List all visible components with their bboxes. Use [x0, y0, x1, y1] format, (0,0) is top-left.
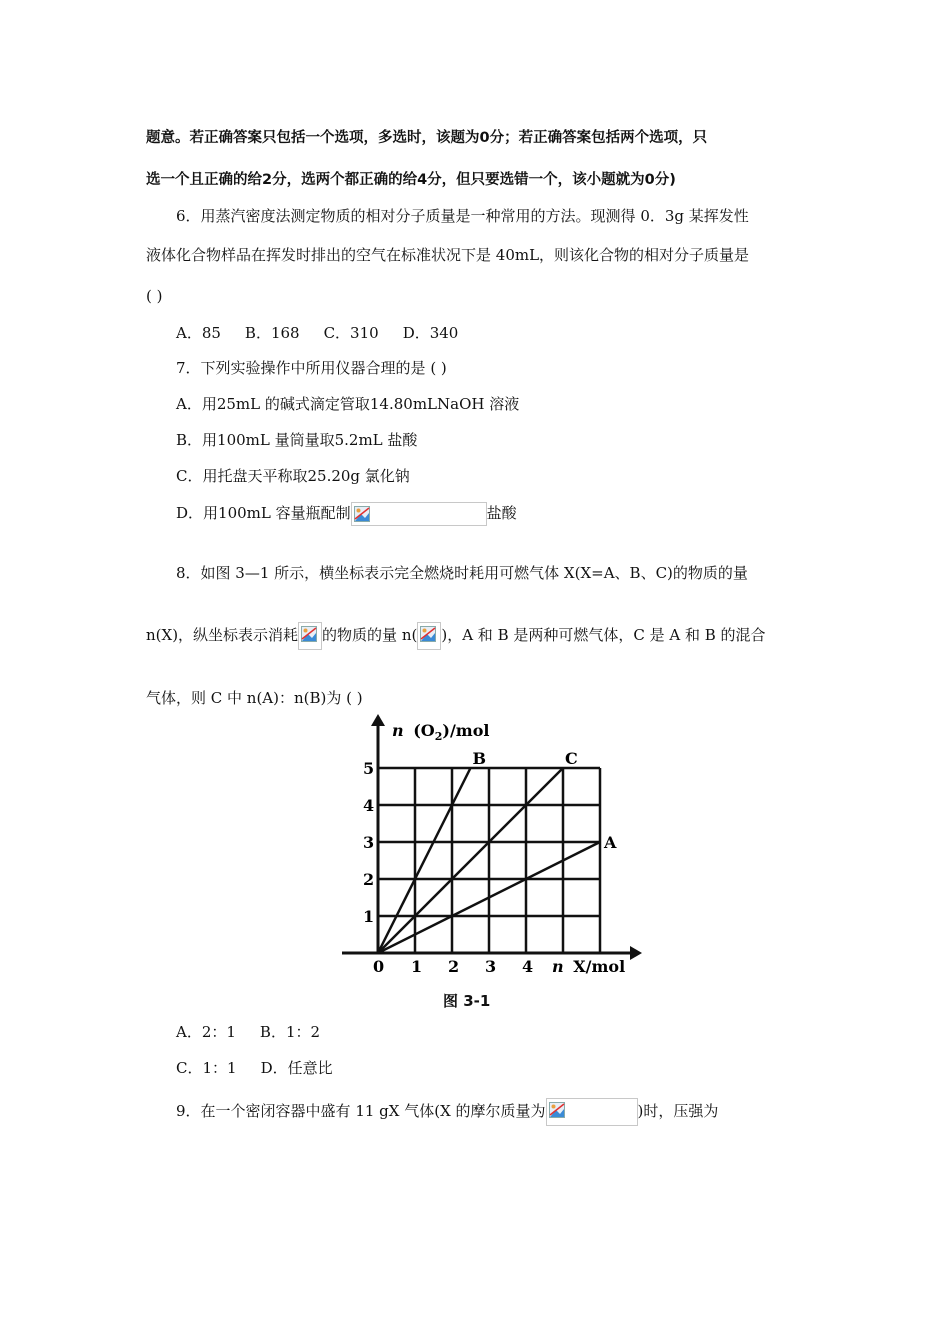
x-axis-arrow — [630, 946, 642, 960]
q9-line-1-suffix: )时，压强为 — [637, 1102, 719, 1120]
chart-grid — [378, 768, 600, 953]
series-line-B — [378, 768, 471, 953]
q6-option-d: D．340 — [402, 324, 459, 342]
x-tick-label: 2 — [448, 957, 460, 976]
figure-caption: 图 3-1 — [443, 992, 491, 1010]
q7-option-a: A．用25mL 的碱式滴定管取14.80mLNaOH 溶液 — [176, 395, 520, 413]
q6-option-c: C．310 — [323, 324, 379, 342]
y-axis-arrow — [371, 714, 385, 726]
series-label-A: A — [604, 833, 617, 852]
q6-line-1: 6．用蒸汽密度法测定物质的相对分子质量是一种常用的方法。现测得 0．3g 某挥发性 — [176, 207, 749, 225]
broken-image-icon — [417, 622, 441, 650]
broken-image-icon — [298, 622, 322, 650]
y-tick-label: 2 — [363, 870, 375, 889]
y-tick-label: 4 — [363, 796, 375, 815]
q8-line-2-part-1: n(X)，纵坐标表示消耗 — [146, 626, 299, 644]
q8-line-1: 8．如图 3—1 所示，横坐标表示完全燃烧时耗用可燃气体 X(X=A、B、C)的物质的量 — [176, 564, 748, 582]
q6-option-b: B．168 — [244, 324, 300, 342]
q7-option-d-prefix: D．用100mL 容量瓶配制 — [176, 504, 351, 522]
series-line-C — [378, 768, 563, 953]
q8-line-2-part-3: )，A 和 B 是两种可燃气体，C 是 A 和 B 的混合 — [441, 626, 766, 644]
y-axis-label: n $(O_2)$/mol — [392, 721, 490, 743]
q8-option-d: D．任意比 — [260, 1059, 333, 1077]
q7-option-b: B．用100mL 量筒量取5.2mL 盐酸 — [176, 431, 418, 449]
q8-options-cd — [176, 1058, 357, 1078]
x-tick-label: 3 — [485, 957, 497, 976]
y-tick-label: 5 — [363, 759, 375, 778]
figure-3-1-chart — [330, 710, 650, 980]
y-tick-label: 1 — [363, 907, 375, 926]
series-label-C: C — [565, 749, 578, 768]
broken-image-icon — [546, 1098, 638, 1126]
series-label-B: B — [472, 749, 487, 768]
q7-option-d-suffix: 盐酸 — [486, 504, 517, 522]
q7-stem: 7．下列实验操作中所用仪器合理的是 ( ) — [176, 359, 447, 377]
q8-option-c: C．1：1 — [176, 1059, 237, 1077]
q8-line-2-part-2: 的物质的量 n( — [322, 626, 418, 644]
q6-line-2: 液体化合物样品在挥发时排出的空气在标准状况下是 40mL，则该化合物的相对分子质量是 — [146, 246, 750, 264]
chart-axes — [342, 714, 642, 960]
q9-line-1-prefix: 9．在一个密闭容器中盛有 11 gX 气体(X 的摩尔质量为 — [176, 1102, 546, 1120]
q7-option-c: C．用托盘天平称取25.20g 氯化钠 — [176, 467, 410, 485]
x-tick-label: 4 — [522, 957, 534, 976]
q6-option-a: A．85 — [176, 324, 221, 342]
q8-line-3: 气体，则 C 中 n(A)：n(B)为 ( ) — [146, 689, 363, 707]
x-tick-label: 1 — [411, 957, 423, 976]
origin-label: 0 — [373, 957, 385, 976]
q9-line-1 — [176, 1098, 718, 1126]
broken-image-icon — [351, 502, 487, 526]
q6-line-3: ( ) — [146, 287, 163, 305]
q8-option-b: B．1：2 — [259, 1023, 321, 1041]
q8-options-ab — [176, 1022, 344, 1042]
q8-option-a: A．2：1 — [176, 1023, 236, 1041]
instruction-line-1: 题意。若正确答案只包括一个选项，多选时，该题为0分；若正确答案包括两个选项，只 — [146, 130, 708, 146]
instruction-line-2: 选一个且正确的给2分，选两个都正确的给4分，但只要选错一个，该小题就为0分) — [146, 172, 676, 188]
q8-line-2 — [146, 622, 766, 650]
y-tick-label: 3 — [363, 833, 375, 852]
x-axis-label: n X/mol — [552, 957, 626, 976]
q7-option-d — [176, 502, 517, 526]
q6-options — [176, 323, 482, 343]
